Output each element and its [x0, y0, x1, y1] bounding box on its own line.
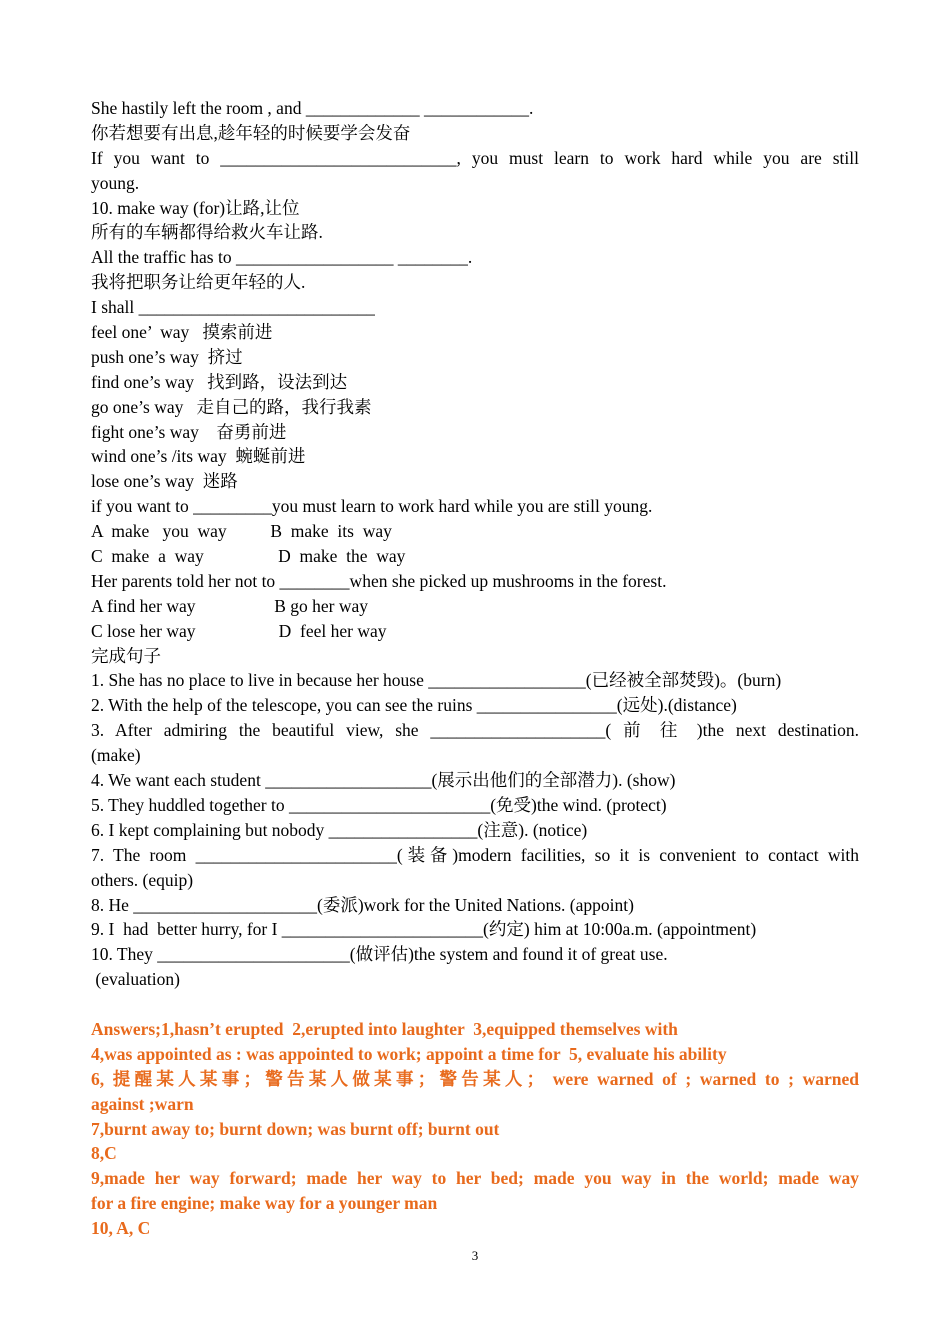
text-line: find one’s way 找到路，设法到达 — [91, 371, 348, 392]
text-line: 3. After admiring the beautiful view, she ____________________( 前 往 )the next destination. — [91, 720, 859, 741]
text-line: 1. She has no place to live in because her house __________________(已经被全部焚毁)。(burn) — [91, 670, 782, 691]
text-line: C make a way D make the way — [91, 546, 406, 567]
text-line: 2. With the help of the telescope, you can see the ruins ________________(远处).(distance) — [91, 695, 737, 716]
text-line: 10. make way (for)让路,让位 — [91, 197, 300, 218]
text-line: if you want to _________you must learn to work hard while you are still young. — [91, 496, 653, 517]
text-line: 所有的车辆都得给救火车让路. — [91, 222, 323, 243]
text-line: All the traffic has to __________________ ________. — [91, 247, 473, 268]
document-body — [91, 96, 859, 1241]
text-line: 8. He _____________________(委派)work for the United Nations. (appoint) — [91, 894, 634, 915]
page-number: 3 — [471, 1248, 479, 1263]
text-line: (make) — [91, 745, 141, 766]
section-heading: 完成句子 — [91, 645, 161, 666]
text-line: (evaluation) — [91, 969, 180, 990]
text-line: young. — [91, 172, 140, 193]
text-line: A find her way B go her way — [91, 595, 369, 616]
text-line: 6. I kept complaining but nobody _________________(注意). (notice) — [91, 819, 588, 840]
text-line: fight one’s way 奋勇前进 — [91, 421, 287, 442]
text-line: 你若想要有出息,趁年轻的时候要学会发奋 — [91, 122, 411, 143]
text-line: C lose her way D feel her way — [91, 620, 387, 641]
text-line: 9. I had better hurry, for I _______________________(约定) him at 10:00a.m. (appointment) — [91, 919, 757, 940]
text-line: 4. We want each student ___________________(展示出他们的全部潜力). (show) — [91, 770, 676, 791]
text-line: I shall ___________________________ — [91, 297, 375, 318]
text-line: 我将把职务让给更年轻的人. — [91, 272, 306, 293]
text-line: others. (equip) — [91, 869, 194, 890]
text-line: lose one’s way 迷路 — [91, 471, 238, 492]
text-line: wind one’s /its way 蜿蜒前进 — [91, 446, 306, 467]
text-line: She hastily left the room , and _____________ ____________. — [91, 98, 534, 118]
text-line: Her parents told her not to ________when she picked up mushrooms in the forest. — [91, 570, 667, 591]
blank-line — [91, 992, 859, 1017]
text-line: push one’s way 挤过 — [91, 346, 243, 367]
answer-line: 10, A, C — [91, 1218, 151, 1239]
text-line: 7. The room _______________________(装备)modern facilities, so it is convenient to contact with — [91, 844, 859, 865]
answer-line: 9,made her way forward; made her way to her bed; made you way in the world; made way — [91, 1168, 859, 1189]
answer-line: 4,was appointed as : was appointed to work; appoint a time for 5, evaluate his ability — [91, 1043, 727, 1064]
answer-line: 6, 提醒某人某事；警告某人做某事；警告某人； were warned of ; warned to ; warned — [91, 1068, 859, 1089]
text-line: go one’s way 走自己的路，我行我素 — [91, 396, 372, 417]
answer-line: 8,C — [91, 1143, 117, 1164]
text-line: If you want to ___________________________, you must learn to work hard while you are still — [91, 147, 859, 168]
text-line: 10. They ______________________(做评估)the system and found it of great use. — [91, 944, 668, 965]
answer-line: Answers;1,hasn’t erupted 2,erupted into laughter 3,equipped themselves with — [91, 1018, 678, 1039]
text-line: feel one’ way 摸索前进 — [91, 322, 273, 343]
text-line: 5. They huddled together to _______________________(免受)the wind. (protect) — [91, 794, 667, 815]
answer-line: against ;warn — [91, 1093, 194, 1114]
answer-line: 7,burnt away to; burnt down; was burnt off; burnt out — [91, 1118, 500, 1139]
answer-line: for a fire engine; make way for a younger man — [91, 1193, 438, 1214]
text-line: A make you way B make its way — [91, 521, 392, 542]
